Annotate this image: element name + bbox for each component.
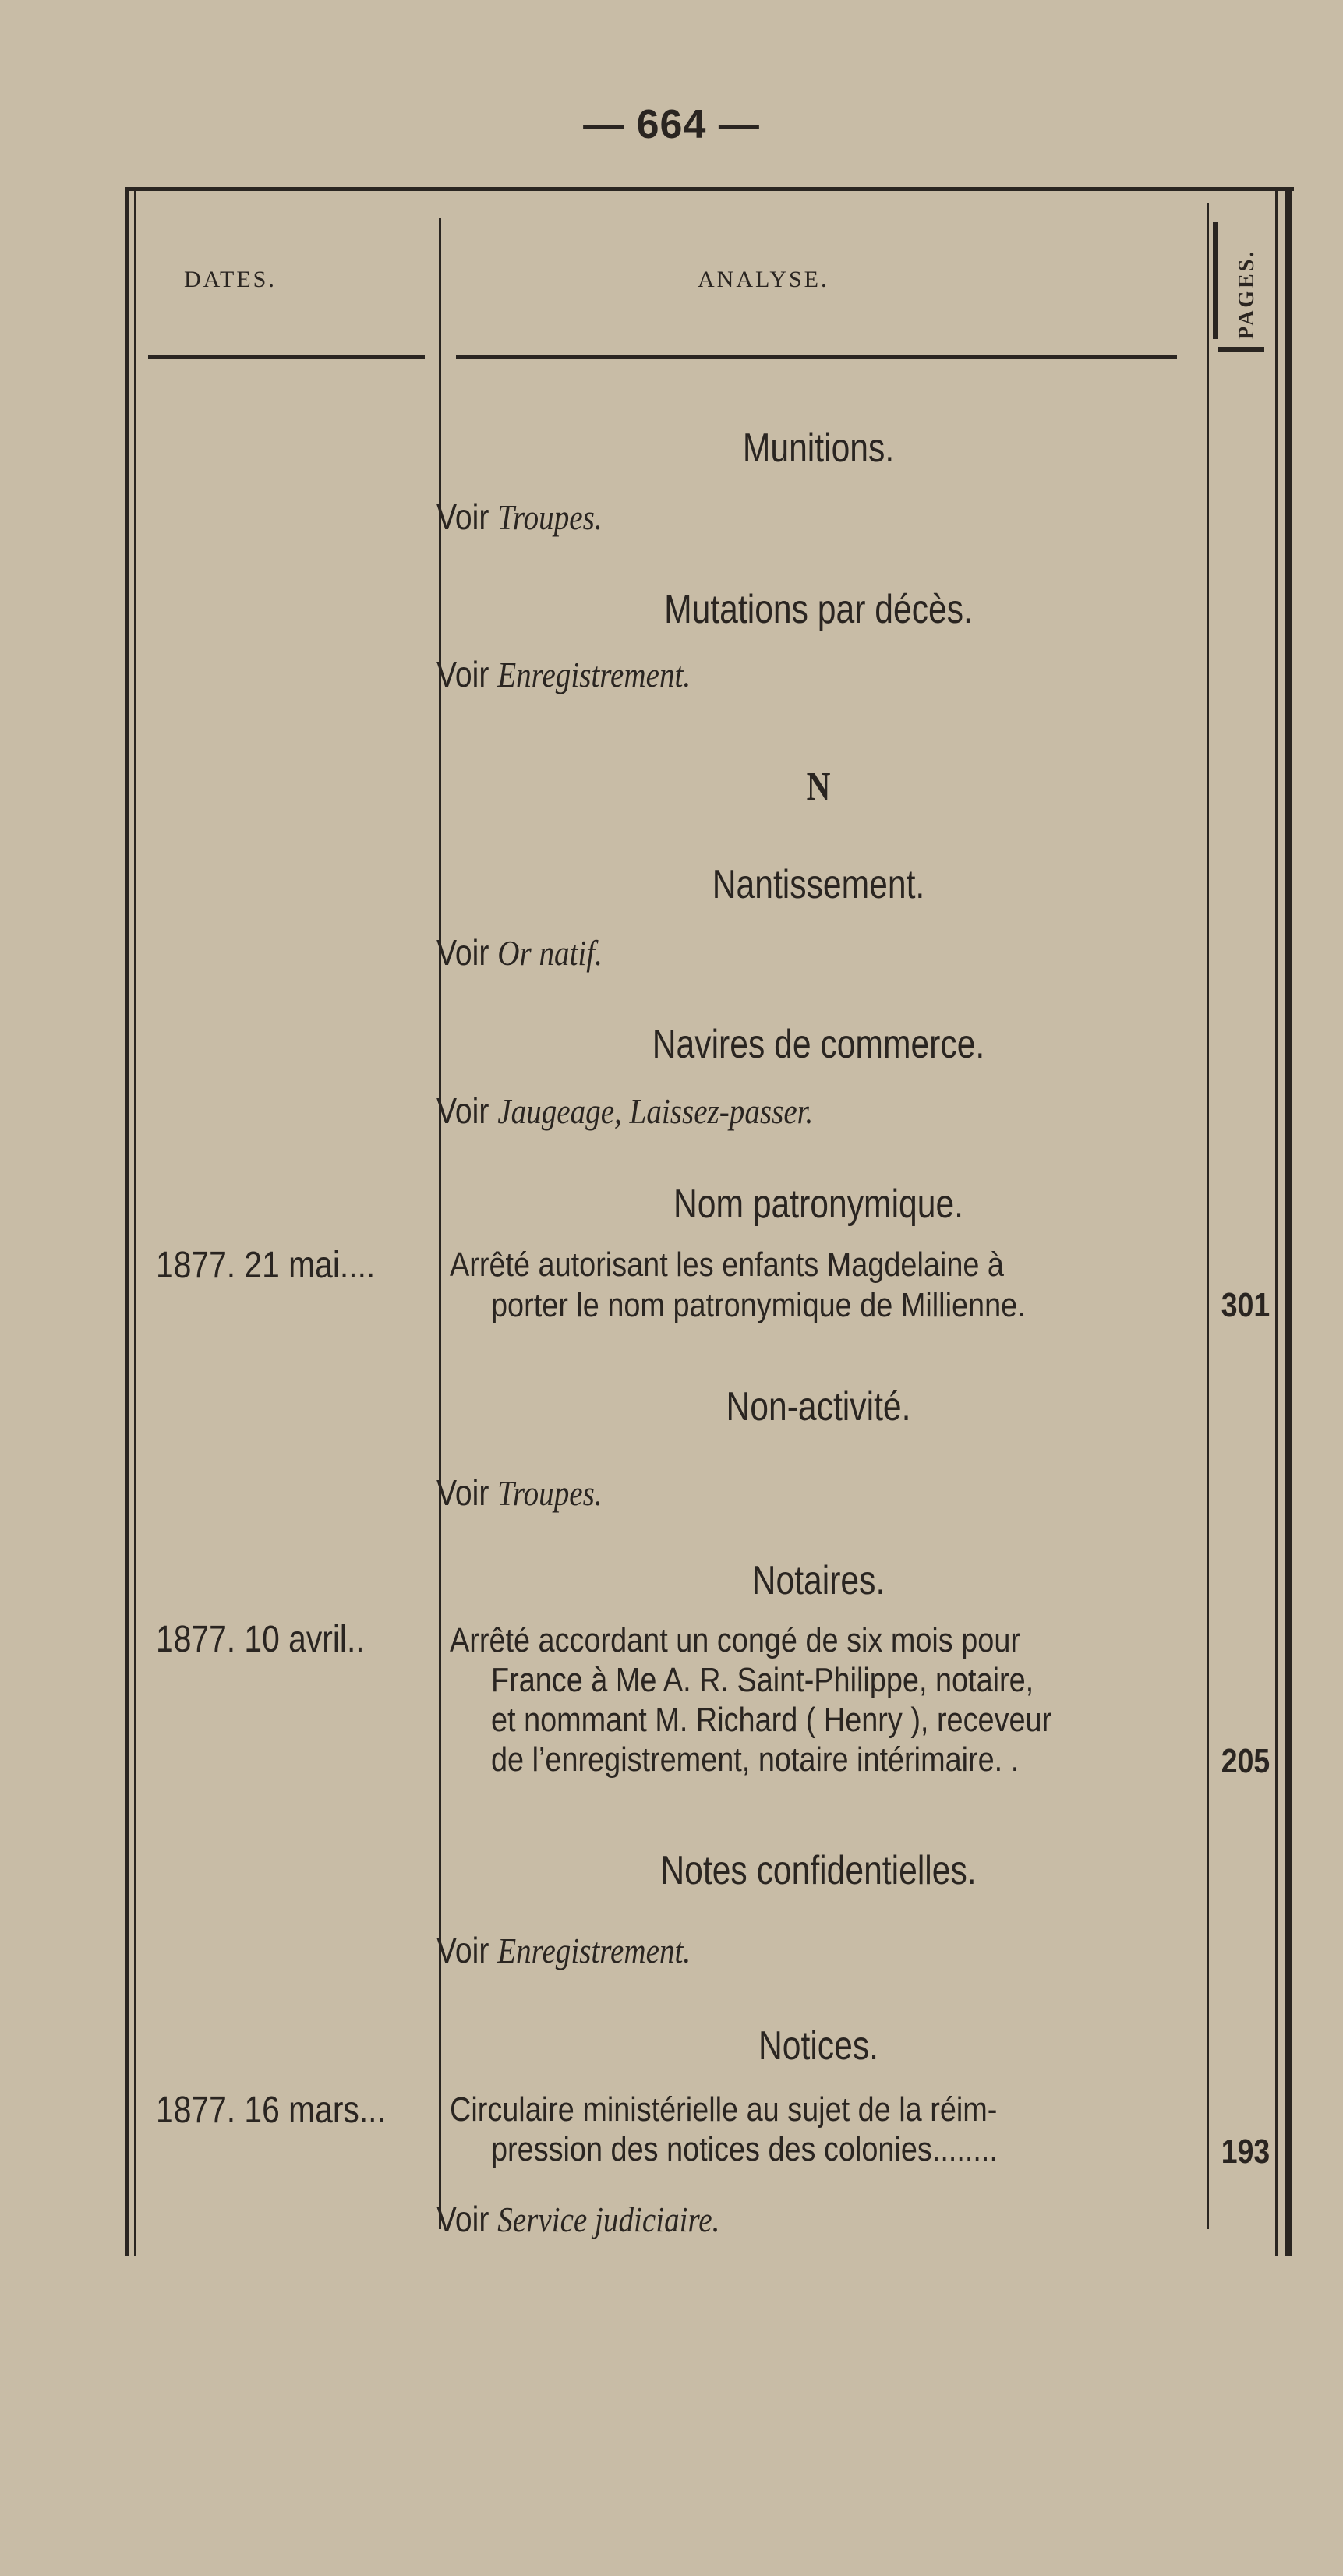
voir-prefix: Voir [436,1090,489,1131]
voir-target: Troupes. [497,1473,603,1513]
entry-date: 1877. 10 avril.. [156,1619,365,1660]
section-heading-munitions: Munitions. [742,426,895,471]
voir-target: Troupes. [497,497,603,537]
section-heading-non-activite: Non-activité. [726,1384,911,1429]
voir-target: Jaugeage, Laissez-passer. [497,1091,814,1131]
analyse-header-underline [456,355,1177,359]
dates-header-underline [148,355,425,359]
column-header-analyse: ANALYSE. [698,267,829,292]
entry-text-line: de l’enregistrement, notaire intérimaire. . [491,1740,1020,1779]
section-heading-mutations: Mutations par décès. [664,587,973,632]
voir-reference [436,1090,813,1132]
analyse-column-rule [1207,203,1209,2229]
entry-page-number: 205 [1221,1742,1271,1780]
voir-target: Enregistrement. [497,655,691,694]
entry-page-number: 301 [1221,1286,1271,1324]
voir-prefix: Voir [436,2199,489,2239]
section-heading-notes-confidentielles: Notes confidentielles. [660,1848,977,1893]
table-right-rule-inner [1275,191,1278,2256]
voir-target: Enregistrement. [497,1931,691,1970]
section-heading-nantissement: Nantissement. [712,862,925,907]
entry-page-number: 193 [1221,2133,1271,2171]
entry-text-line: Arrêté autorisant les enfants Magdelaine à [450,1246,1004,1284]
table-top-rule [125,187,1294,191]
section-heading-notaires: Notaires. [751,1558,885,1603]
voir-reference [436,2198,719,2240]
voir-prefix: Voir [436,932,489,973]
entry-text-line: et nommant M. Richard ( Henry ), receveur [491,1701,1052,1739]
pages-header-underline [1218,347,1264,352]
voir-reference [436,931,603,974]
table-left-double-rule-outer [125,191,129,2256]
voir-prefix: Voir [436,654,489,694]
voir-reference [436,1472,603,1514]
section-heading-nom-patronymique: Nom patronymique. [673,1182,964,1227]
page-number: — 664 — [583,102,760,147]
column-header-pages: PAGES. [1235,249,1259,340]
voir-target: Or natif. [497,933,603,973]
voir-reference [436,496,603,538]
voir-reference [436,1929,691,1971]
entry-text-line: pression des notices des colonies........ [491,2130,998,2168]
voir-prefix: Voir [436,1472,489,1513]
letter-divider: N [806,765,831,809]
column-header-dates: DATES. [184,267,277,292]
entry-text-line: porter le nom patronymique de Millienne. [491,1286,1026,1324]
entry-date: 1877. 16 mars... [156,2090,386,2131]
section-heading-notices: Notices. [758,2023,879,2069]
voir-reference [436,653,691,695]
entry-date: 1877. 21 mai.... [156,1245,376,1286]
pages-header-mark [1213,222,1218,339]
voir-target: Service judiciaire. [497,2200,720,2239]
entry-text-line: France à Me A. R. Saint-Philippe, notaire, [491,1661,1034,1699]
table-right-rule-outer [1285,191,1292,2256]
entry-text-line: Arrêté accordant un congé de six mois pour [450,1621,1020,1659]
table-left-double-rule-inner [134,191,136,2256]
entry-text-line: Circulaire ministérielle au sujet de la réim- [450,2090,998,2129]
voir-prefix: Voir [436,1930,489,1970]
section-heading-navires: Navires de commerce. [652,1022,985,1067]
voir-prefix: Voir [436,496,489,537]
